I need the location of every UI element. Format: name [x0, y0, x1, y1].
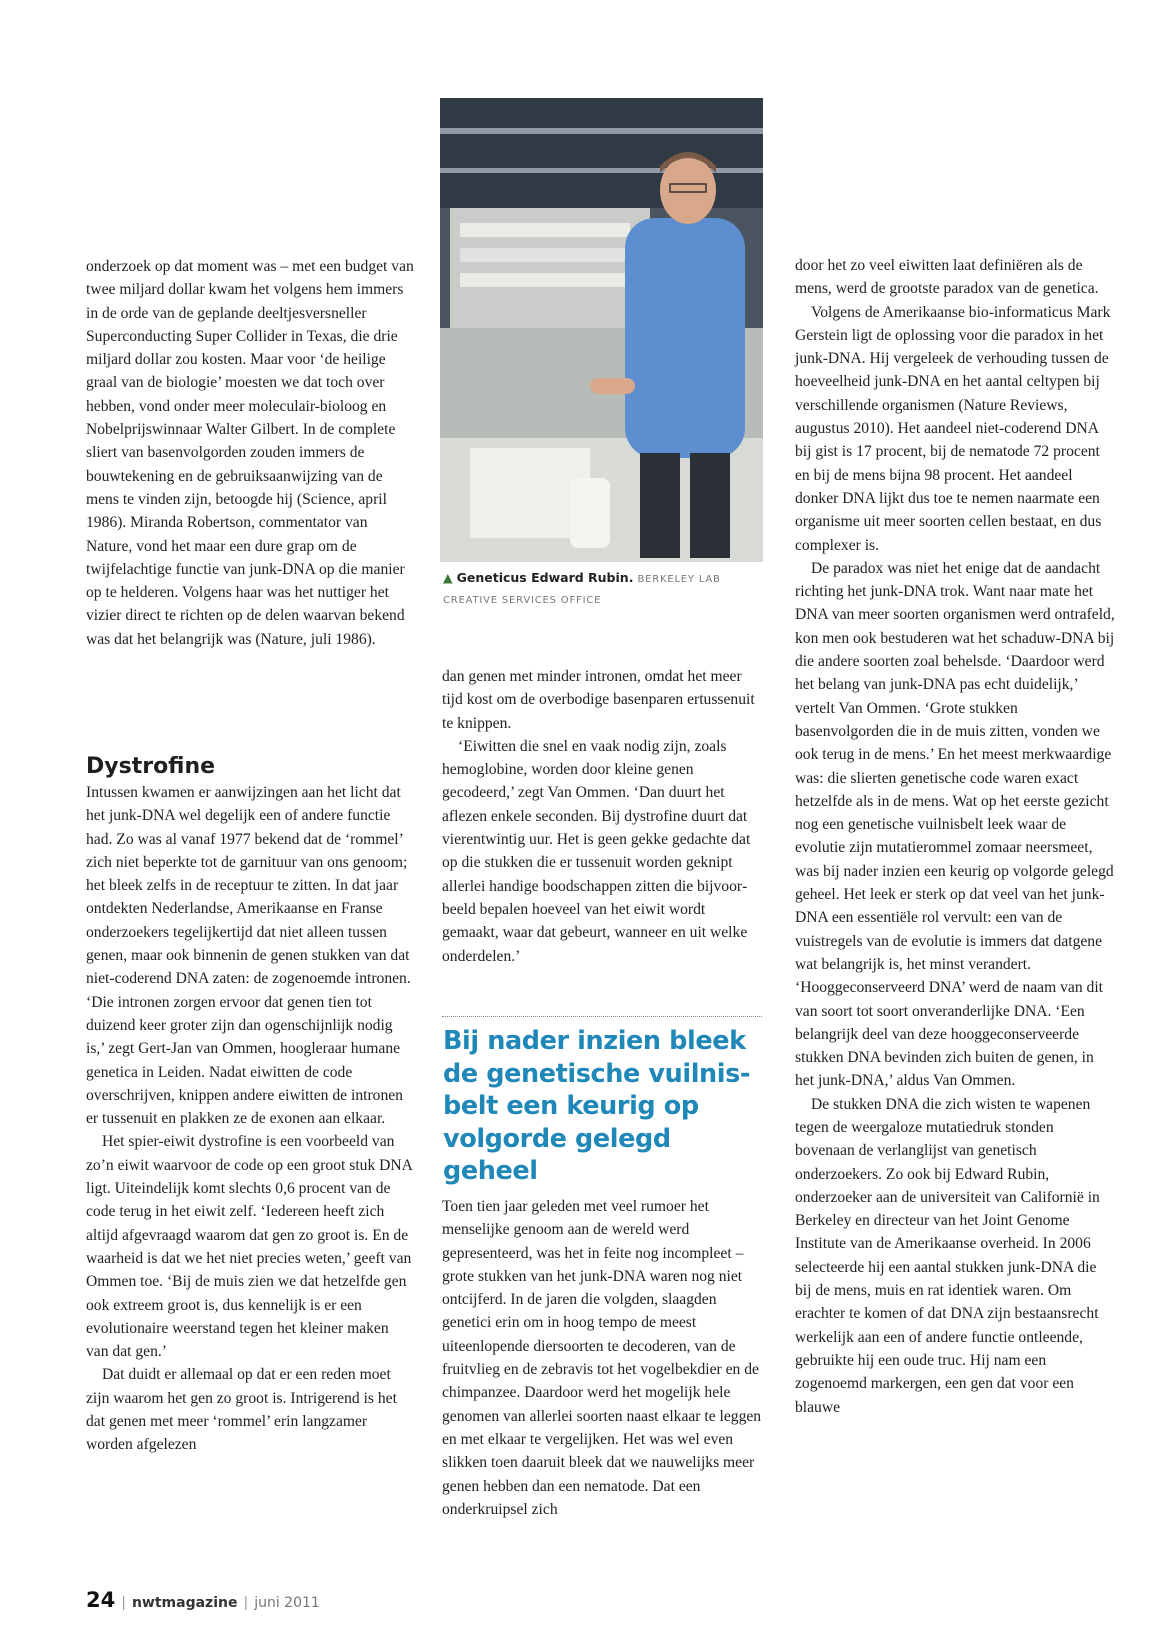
left-column-continued	[86, 781, 414, 1457]
paragraph: onderzoek op dat moment was – met een budget van twee miljard dollar kwam het volgens hem immers in de orde van de geplande deeltjesversneller Superconducting Super Collider in Texas, die drie miljard dollar zou kosten. Maar voor ‘de heilige graal van de biologie’ moesten we dat toch over hebben, vond onder meer moleculair-bioloog en Nobelprijswinnaar Walter Gilbert. In de complete sliert van basenvolgorden zouden immers de bouwtekening en de gebruiksaanwijzing van de mens te vinden zijn, betoogde hij (Science, april 1986). Miranda Robertson, commentator van Nature, vond het maar een dure grap om de twijfelachtige functie van junk-DNA op die manier op te helderen. Volgens haar was het nuttiger het vizier direct te richten op de delen waarvan bekend was dat het belangrijk was (Nature, juli 1986).	[86, 258, 414, 648]
pull-quote: Bij nader inzien bleek de genetische vuilnisbelt een keurig op volgorde gelegd geheel	[443, 1026, 751, 1186]
paragraph: door het zo veel eiwitten laat definiëren als de mens, werd de grootste paradox van de genetica.	[795, 257, 1099, 298]
middle-column-continued	[442, 1195, 762, 1521]
paragraph: Volgens de Amerikaanse bio-informaticus Mark Gerstein ligt de oplossing voor die paradox in het junk-DNA. Hij vergeleek de verhouding tussen de hoeveelheid junk-DNA en het aantal celtypen bij verschillende organismen (Nature Reviews, augustus 2010). Het aandeel niet-coderend DNA bij gist is 17 procent, bij de nematode 72 procent en bij de mens bijna 98 procent. Het aandeel donker DNA lijkt dus toe te nemen naarmate een organisme uit meer soorten cellen bestaat, en dus complexer is.	[795, 303, 1111, 554]
section-subhead: Dystrofine	[86, 754, 216, 779]
photo-credit: BERKELEY LAB CREATIVE SERVICES OFFICE	[443, 574, 721, 606]
paragraph: De stukken DNA die zich wisten te wapenen tegen de weergaloze mutatiedruk stonden bovenaan de verlanglijst van genetisch onderzoekers. Zo ook bij Edward Rubin, onderzoeker aan de universiteit van Californië in Berkeley en directeur van het Joint Genome Institute van de Amerikaanse overheid. In 2006 selecteerde hij een aantal stukken junk-DNA die bij de mens, muis en rat identiek waren. Om erachter te komen of dat DNA zijn bestaansrecht werkelijk aan een of andere functie ontleende, gebruikte hij een oude truc. Hij nam een zogenoemd markergen, een gen dat voor een blauwe	[795, 1095, 1100, 1416]
footer-separator: |	[121, 1595, 126, 1611]
paragraph: ‘Eiwitten die snel en vaak nodig zijn, zoals hemoglobine, worden door kleine genen gecodeerd,’ zegt Van Ommen. ‘Dan duurt het aflezen enkele seconden. Bij dystrofine duurt dat vierentwintig uur. Het is geen gekke gedachte dat op die stukken die er tussenuit worden geknipt allerlei handige boodschappen zitten die bijvoorbeeld bepalen hoeveel van het eiwit wordt gemaakt, waar dat gebeurt, wanneer en uit welke onderdelen.’	[442, 737, 751, 965]
right-column	[795, 254, 1115, 1419]
footer-separator: |	[243, 1595, 249, 1611]
lab-photo-illustration	[440, 98, 763, 562]
caption-text: Geneticus Edward Rubin.	[456, 570, 634, 585]
pull-quote-rule	[442, 1016, 762, 1017]
left-column	[86, 255, 414, 651]
caption-triangle-icon: ▲	[443, 570, 453, 585]
photo-caption	[443, 568, 763, 610]
page-footer	[86, 1588, 320, 1612]
photo-edward-rubin	[440, 98, 763, 562]
magazine-name: nwtmagazine	[131, 1595, 238, 1611]
paragraph: De paradox was niet het enige dat de aandacht richting het junk-DNA trok. Want naar mate het DNA van meer soorten organismen werd ontrafeld, kon men ook bestuderen wat het schaduw-DNA bij die andere soorten zoal behelsde. ‘Daardoor werd het belang van junk-DNA pas echt duidelijk,’ vertelt Van Ommen. ‘Grote stukken basenvolgorden die in de muis zitten, vonden we ook terug in de mens.’ En het meest merkwaardige was: die slierten genetische code waren exact hetzelfde als in de mens. Wat op het eerste gezicht nog een genetische vuilnisbelt leek waar de evolutie zijn mutatierommel zomaar neersmeet, was bij nader inzien een keurig op volgorde gelegd geheel. Het leek er sterk op dat veel van het junk-DNA een essentiële rol vervult: een van de vuistregels van de evolutie is immers dat datgene wat belangrijk is, het minst verandert. ‘Hooggeconserveerd DNA’ werd de naam van dit van soort tot soort onveranderlijke DNA. ‘Een belangrijk deel van deze hooggeconserveerde stukken DNA bevinden zich buiten de genen, in het junk-DNA,’ aldus Van Ommen.	[795, 559, 1115, 1090]
paragraph: dan genen met minder intronen, omdat het meer tijd kost om de overbodige basenparen ertussenuit te knippen.	[442, 668, 755, 732]
page-number: 24	[86, 1588, 116, 1612]
paragraph: Het spier-eiwit dystrofine is een voorbeeld van zo’n eiwit waarvoor de code op een groot stuk DNA ligt. Uiteindelijk komt slechts 0,6 procent van de code terug in het eiwit zelf. ‘Iedereen heeft zich altijd afgevraagd waarom dat gen zo groot is. En de waarheid is dat we het niet precies weten,’ geeft van Ommen toe. ‘Bij de muis zien we dat hetzelfde gen ook extreem groot is, dus kennelijk is er een evolutionaire weerstand tegen het kleiner maken van dat gen.’	[86, 1133, 413, 1361]
paragraph: Intussen kwamen er aanwijzingen aan het licht dat het junk-DNA wel degelijk een of andere functie had. Zo was al vanaf 1977 bekend dat de ‘rommel’ zich niet beperkte tot de garnituur van ons genoom; het bleek zelfs in de receptuur te zitten. In dat jaar ontdekten Nederlandse, Amerikaanse en Franse onderzoekers tegelijkertijd dat niet alleen tussen genen, maar ook binnenin de genen stukken van dat niet-coderend DNA zaten: de zogenoemde intronen. ‘Die intronen zorgen ervoor dat genen tien tot duizend keer groter zijn dan ogenschijnlijk nodig is,’ zegt Gert-Jan van Ommen, hoogleraar humane genetica in Leiden. Nadat eiwitten de code overschrijven, knippen andere eiwitten de intronen er tussenuit en plakken ze de exonen aan elkaar.	[86, 784, 411, 1128]
paragraph: Toen tien jaar geleden met veel rumoer het menselijke genoom aan de wereld werd gepresenteerd, was het in feite nog incompleet – grote stukken van het junk-DNA waren nog niet ontcijferd. In de jaren die volgden, slaagden genetici erin om in hoog tempo de meest uiteenlopende diersoorten te decoderen, van de fruitvlieg en de zebravis tot het vogelbekdier en de chimpanzee. Daardoor werd het mogelijk hele genomen van allerlei soorten naast elkaar te leggen en met elkaar te vergelijken. Het was wel even slikken toen daaruit bleek dat we nauwelijks meer genen hebben dan een nematode. Dat een onderkruipsel zich	[442, 1198, 762, 1518]
issue-date: juni 2011	[254, 1595, 320, 1611]
paragraph: Dat duidt er allemaal op dat er een reden moet zijn waarom het gen zo groot is. Intrigerend is het dat genen met meer ‘rommel’ erin langzamer worden afgelezen	[86, 1366, 397, 1454]
middle-column	[442, 665, 762, 968]
